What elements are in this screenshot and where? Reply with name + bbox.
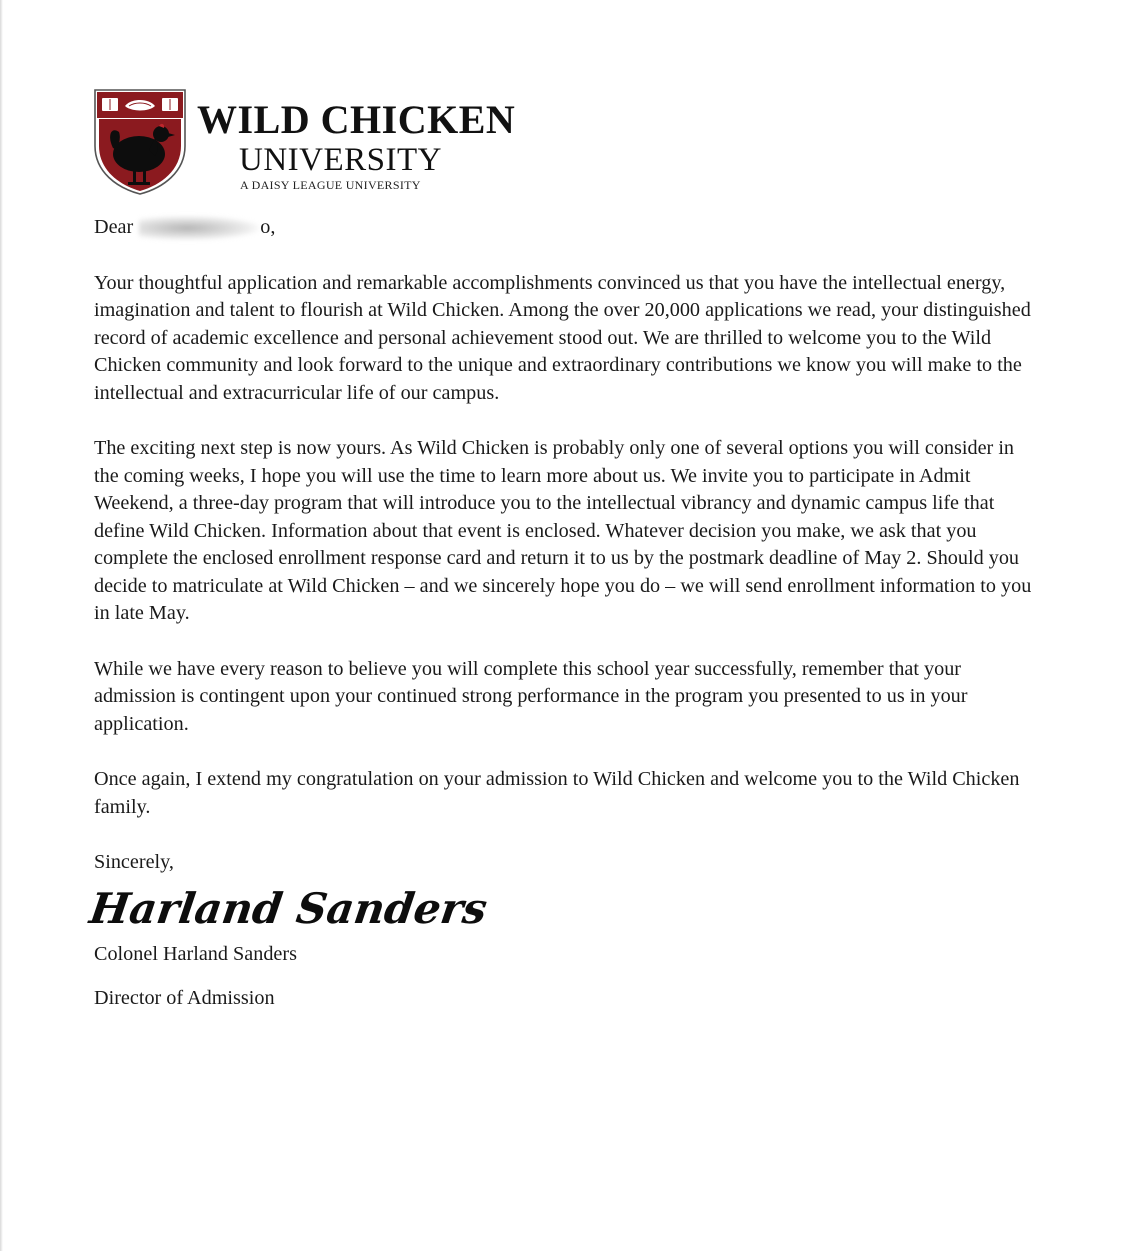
university-tagline: A DAISY LEAGUE UNIVERSITY (240, 178, 421, 192)
signature-text: Harland Sanders (86, 882, 491, 933)
paragraph-3: While we have every reason to believe you will complete this school year successfully, remember that your admission is contingent upon your continued strong performance in the program you presented to us in your application. (94, 657, 968, 735)
page-edge (0, 0, 3, 1251)
salutation-end: o, (260, 216, 276, 238)
salutation (94, 214, 1034, 242)
letter-body (86, 214, 1034, 1013)
university-name: WILD CHICKEN (197, 97, 516, 142)
paragraph-4: Once again, I extend my congratulation on your admission to Wild Chicken and welcome you to the Wild Chicken family. (94, 768, 1020, 818)
redacted-name (139, 216, 259, 240)
closing: Sincerely, (94, 851, 174, 873)
paragraph-2: The exciting next step is now yours. As Wild Chicken is probably only one of several options you will consider in the coming weeks, I hope you will use the time to learn more about us. We invite you to participate in Admit Weekend, a three-day program that will introduce you to the intellectual vibrancy and dynamic campus life that define Wild Chicken. Information about that event is enclosed. Whatever decision you make, we ask that you complete the enclosed enrollment response card and return it to us by the postmark deadline of May 2. Should you decide to matriculate at Wild Chicken – and we sincerely hope you do – we will send enrollment information to you in late May. (94, 437, 1032, 624)
signer-name: Colonel Harland Sanders (94, 942, 297, 965)
letterhead (93, 88, 516, 198)
university-subtitle: UNIVERSITY (239, 142, 442, 178)
handwritten-signature (86, 881, 1034, 935)
salutation-start: Dear (94, 216, 139, 238)
signature-graphic (86, 881, 491, 935)
signer-title: Director of Admission (94, 987, 275, 1009)
university-crest-icon (93, 88, 187, 196)
paragraph-1: Your thoughtful application and remarkable accomplishments convinced us that you have the intellectual energy, imagination and talent to flourish at Wild Chicken. Among the over 20,000 applications we read, your distinguished record of academic excellence and personal achievement stood out. We are thrilled to welcome you to the Wild Chicken community and look forward to the unique and extraordinary contributions we know you will make to the intellectual and extracurricular life of our campus. (94, 271, 1031, 404)
